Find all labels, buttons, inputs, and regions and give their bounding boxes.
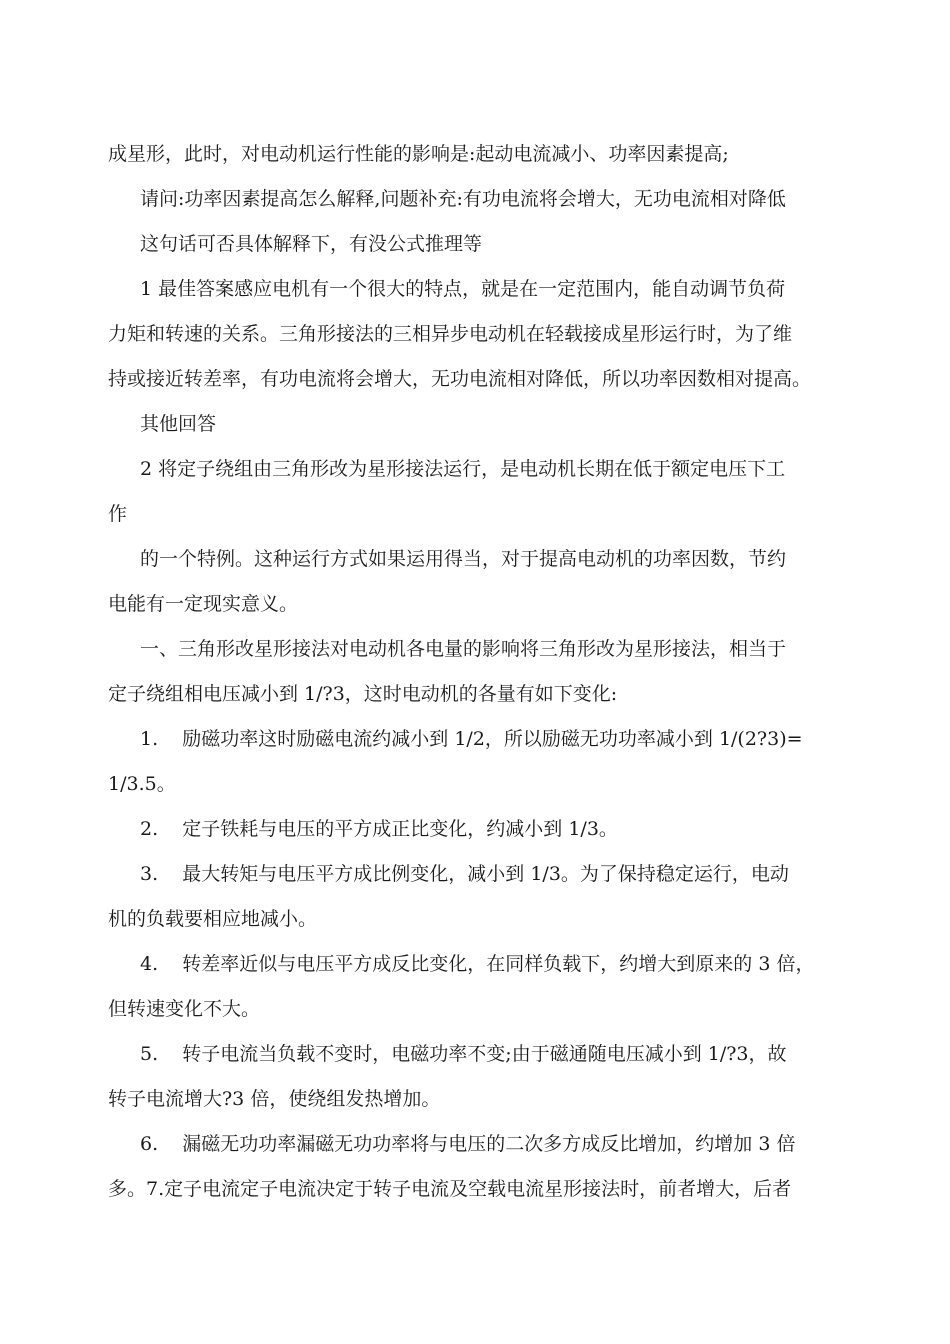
text-line: 请问:功率因素提高怎么解释,问题补充:有功电流将会增大，无功电流相对降低	[140, 188, 786, 210]
text-line: 1/3.5。	[108, 773, 176, 795]
text-line: 力矩和转速的关系。三角形接法的三相异步电动机在轻载接成星形运行时，为了维	[108, 323, 793, 345]
text-line: 多。7.定子电流定子电流决定于转子电流及空载电流星形接法时，前者增大，后者	[108, 1178, 792, 1200]
text-line: 机的负载要相应地减小。	[108, 908, 318, 930]
list-item: 2. 定子铁耗与电压的平方成正比变化，约减小到 1/3。	[140, 818, 618, 840]
section-heading: 其他回答	[140, 413, 217, 435]
text-line: 2 将定子绕组由三角形改为星形接法运行，是电动机长期在低于额定电压下工	[140, 458, 786, 480]
text-line: 定子绕组相电压减小到 1/?3，这时电动机的各量有如下变化:	[108, 683, 618, 705]
text-line: 电能有一定现实意义。	[108, 593, 299, 615]
text-line: 成星形，此时，对电动机运行性能的影响是:起动电流减小、功率因素提高;	[108, 143, 729, 165]
text-line: 这句话可否具体解释下，有没公式推理等	[140, 233, 483, 255]
text-line: 作	[108, 503, 128, 525]
list-item: 6. 漏磁无功功率漏磁无功功率将与电压的二次多方成反比增加，约增加 3 倍	[140, 1133, 796, 1155]
list-item: 4. 转差率近似与电压平方成反比变化，在同样负载下，约增大到原来的 3 倍，	[140, 953, 815, 975]
text-line: 的一个特例。这种运行方式如果运用得当，对于提高电动机的功率因数，节约	[140, 548, 787, 570]
text-line: 转子电流增大?3 倍，使绕组发热增加。	[108, 1088, 441, 1110]
list-item: 3. 最大转矩与电压平方成比例变化，减小到 1/3。为了保持稳定运行，电动	[140, 863, 789, 885]
text-line: 一、三角形改星形接法对电动机各电量的影响将三角形改为星形接法，相当于	[140, 638, 787, 660]
text-line: 持或接近转差率，有功电流将会增大，无功电流相对降低，所以功率因数相对提高。	[108, 368, 812, 390]
list-item: 1. 励磁功率这时励磁电流约减小到 1/2，所以励磁无功功率减小到 1/(2?3)=	[140, 728, 803, 750]
text-line: 1 最佳答案感应电机有一个很大的特点，就是在一定范围内，能自动调节负荷	[140, 278, 786, 300]
list-item: 5. 转子电流当负载不变时，电磁功率不变;由于磁通随电压减小到 1/?3，故	[140, 1043, 787, 1065]
text-line: 但转速变化不大。	[108, 998, 261, 1020]
